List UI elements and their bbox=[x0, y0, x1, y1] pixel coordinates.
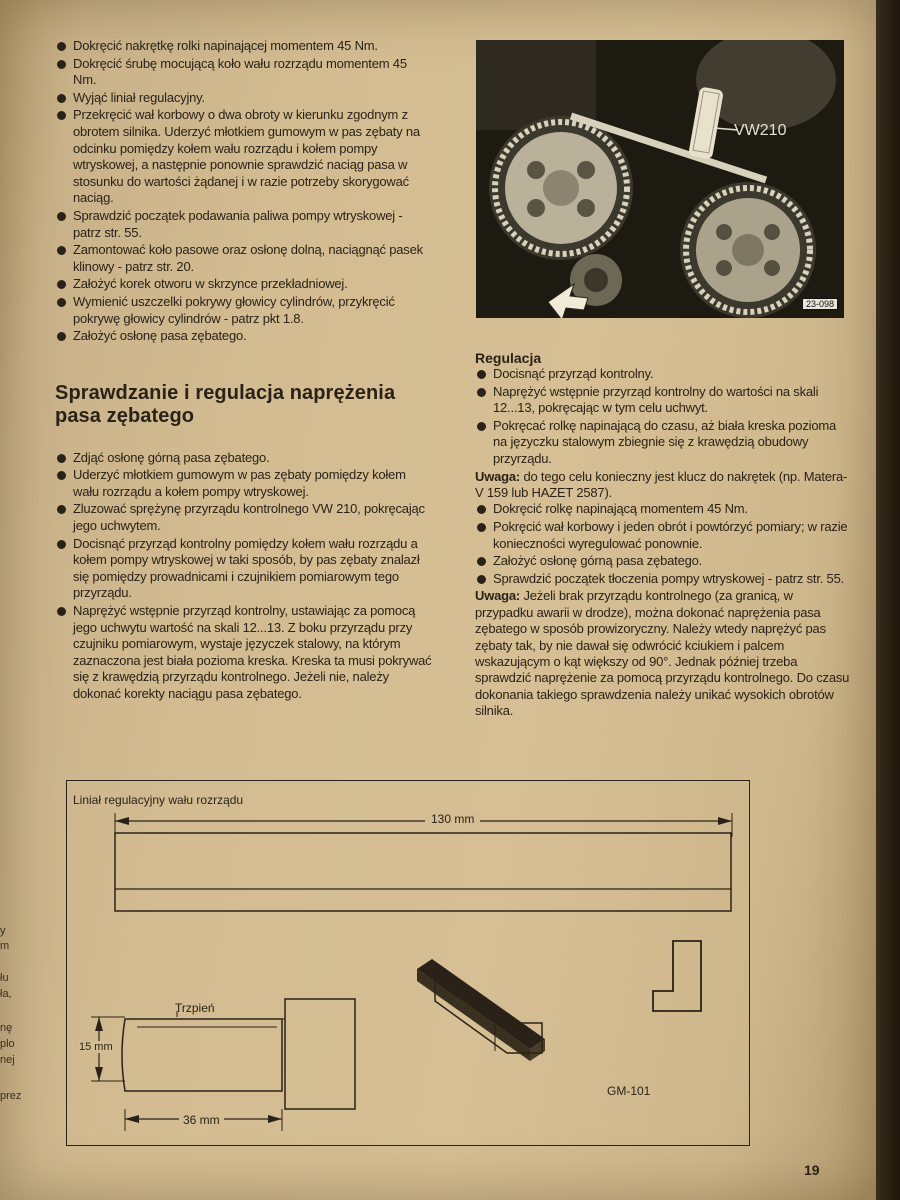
list-item: Założyć osłonę pasa zębatego. bbox=[55, 328, 433, 345]
subsection-heading: Regulacja bbox=[475, 350, 542, 366]
note-label: Uwaga: bbox=[475, 468, 521, 484]
bullet-list-regulacja bbox=[475, 366, 850, 468]
diagram-title: Liniał regulacyjny wału rozrządu bbox=[73, 793, 244, 807]
list-item: Sprawdzić początek podawania paliwa pompy wtryskowej - patrz str. 55. bbox=[55, 208, 433, 241]
timing-belt-illustration bbox=[476, 40, 844, 318]
margin-fragment: ła, bbox=[0, 988, 12, 1000]
list-item: Dokręcić rolkę napinającą momentem 45 Nm. bbox=[475, 501, 850, 518]
note-label: Uwaga: bbox=[475, 588, 521, 604]
list-item: Zluzować sprężynę przyrządu kontrolnego VW 210, pokręcając jego uchwytem. bbox=[55, 501, 433, 534]
list-item: Wymienić uszczelki pokrywy głowicy cylindrów, przykręcić pokrywę głowicy cylindrów - patrz pkt 1.8. bbox=[55, 294, 433, 327]
page-number: 19 bbox=[804, 1162, 820, 1178]
bullet-list-finish bbox=[475, 501, 850, 587]
list-item: Założyć osłonę górną pasa zębatego. bbox=[475, 553, 850, 570]
dimension-height: 15 mm bbox=[79, 1041, 113, 1053]
margin-fragment: y bbox=[0, 925, 6, 937]
pump-sprocket bbox=[680, 182, 816, 318]
list-item: Zamontować koło pasowe oraz osłonę dolną, naciągnąć pasek klinowy - patrz str. 20. bbox=[55, 242, 433, 275]
bullet-list-bottom bbox=[55, 450, 433, 703]
page-edge-shadow bbox=[876, 0, 900, 1200]
section-heading: Sprawdzanie i regulacja naprężenia pasa zębatego bbox=[55, 381, 396, 427]
right-column bbox=[475, 350, 850, 720]
margin-fragment: plo bbox=[0, 1038, 15, 1050]
list-item: Pokręcić wał korbowy i jeden obrót i powtórzyć pomiary; w razie konieczności wyregulować ponownie. bbox=[475, 519, 850, 552]
note-text: Jeżeli brak przyrządu kontrolnego (za granicą, w przypadku awarii w drodze), można dokonać naprężenia pasa zębatego w sposób prowizoryczny. Należy wtedy naprężyć pas zębaty tak, by nie dawał się odwrócić kciukiem i palcem wskazującym o kąt większy od 90°. Jednak później trzeba sprawdzić naprężenie za pomocą przyrządu kontrolnego. Do czasu dokonania takiego sprawdzenia należy unikać wysokich obrotów silnika. bbox=[475, 588, 850, 719]
list-item: Założyć korek otworu w skrzynce przekładniowej. bbox=[55, 276, 433, 293]
figure-code: 23-098 bbox=[802, 298, 838, 310]
list-item: Sprawdzić początek tłoczenia pompy wtryskowej - patrz str. 55. bbox=[475, 571, 850, 588]
list-item: Wyjąć liniał regulacyjny. bbox=[55, 90, 433, 107]
list-item: Naprężyć wstępnie przyrząd kontrolny do wartości na skali 12...13, pokręcając w tym celu uchwyt. bbox=[475, 384, 850, 417]
note-text: do tego celu konieczny jest klucz do nakrętek (np. Matera-V 159 lub HAZET 2587). bbox=[475, 468, 848, 500]
list-item: Naprężyć wstępnie przyrząd kontrolny, ustawiając za pomocą jego uchwytu wartość na skali 12...13. Z boku przyrządu przy czujniku pomiarowym, wystaje języczek stalowy, na którym zaznaczona jest biała pozioma kreska. Kreska ta musi pokrywać się z krawędzią przyrządu kontrolnego. Jeżeli nie, należy dokonać korekty naciągu pasa zębatego. bbox=[55, 603, 433, 703]
margin-fragment: prez bbox=[0, 1090, 22, 1102]
ruler-isometric-view bbox=[417, 959, 545, 1061]
list-item: Dokręcić nakrętkę rolki napinającej momentem 45 Nm. bbox=[55, 38, 433, 55]
list-item: Zdjąć osłonę górną pasa zębatego. bbox=[55, 450, 433, 467]
tool-label: VW210 bbox=[734, 122, 787, 139]
list-item: Pokręcać rolkę napinającą do czasu, aż biała kreska pozioma na języczku stalowym zbiegnie się z krawędzią obudowy przyrządu. bbox=[475, 418, 850, 468]
list-item: Dokręcić śrubę mocującą koło wału rozrządu momentem 45 Nm. bbox=[55, 56, 433, 89]
pin-label: Trzpień bbox=[175, 1001, 215, 1015]
dimension-pin: 36 mm bbox=[179, 1113, 224, 1127]
margin-fragment: łu bbox=[0, 972, 9, 984]
bullet-list-top bbox=[55, 38, 433, 345]
ruler-diagram bbox=[66, 780, 750, 1146]
left-column bbox=[55, 38, 433, 704]
note-provisional bbox=[475, 588, 850, 719]
engine-photo bbox=[476, 40, 844, 318]
list-item: Przekręcić wał korbowy o dwa obroty w kierunku zgodnym z obrotem silnika. Uderzyć młotkiem gumowym w pas zębaty na odcinku pomiędzy kołem wału rozrządu i kołem pompy wtryskowej, a następnie ponownie sprawdzić naciąg pasa w stosunku do wartości żądanej i w razie potrzeby skorygować naciąg. bbox=[55, 107, 433, 207]
margin-fragment: nę bbox=[0, 1022, 13, 1034]
camshaft-sprocket bbox=[489, 116, 633, 260]
dimension-length: 130 mm bbox=[425, 812, 480, 826]
margin-fragment: nej bbox=[0, 1054, 15, 1066]
list-item: Docisnąć przyrząd kontrolny pomiędzy kołem wału rozrządu a kołem pompy wtryskowej w taki sposób, by pas zębaty znalazł się pomiędzy prowadnicami i czujnikiem pomiarowym tego przyrządu. bbox=[55, 536, 433, 602]
note-tool bbox=[475, 469, 850, 502]
list-item: Uderzyć młotkiem gumowym w pas zębaty pomiędzy kołem wału rozrządu a kołem pompy wtryskowej. bbox=[55, 467, 433, 500]
margin-fragment: m bbox=[0, 940, 10, 952]
list-item: Docisnąć przyrząd kontrolny. bbox=[475, 366, 850, 383]
figure-code: GM-101 bbox=[607, 1084, 651, 1098]
